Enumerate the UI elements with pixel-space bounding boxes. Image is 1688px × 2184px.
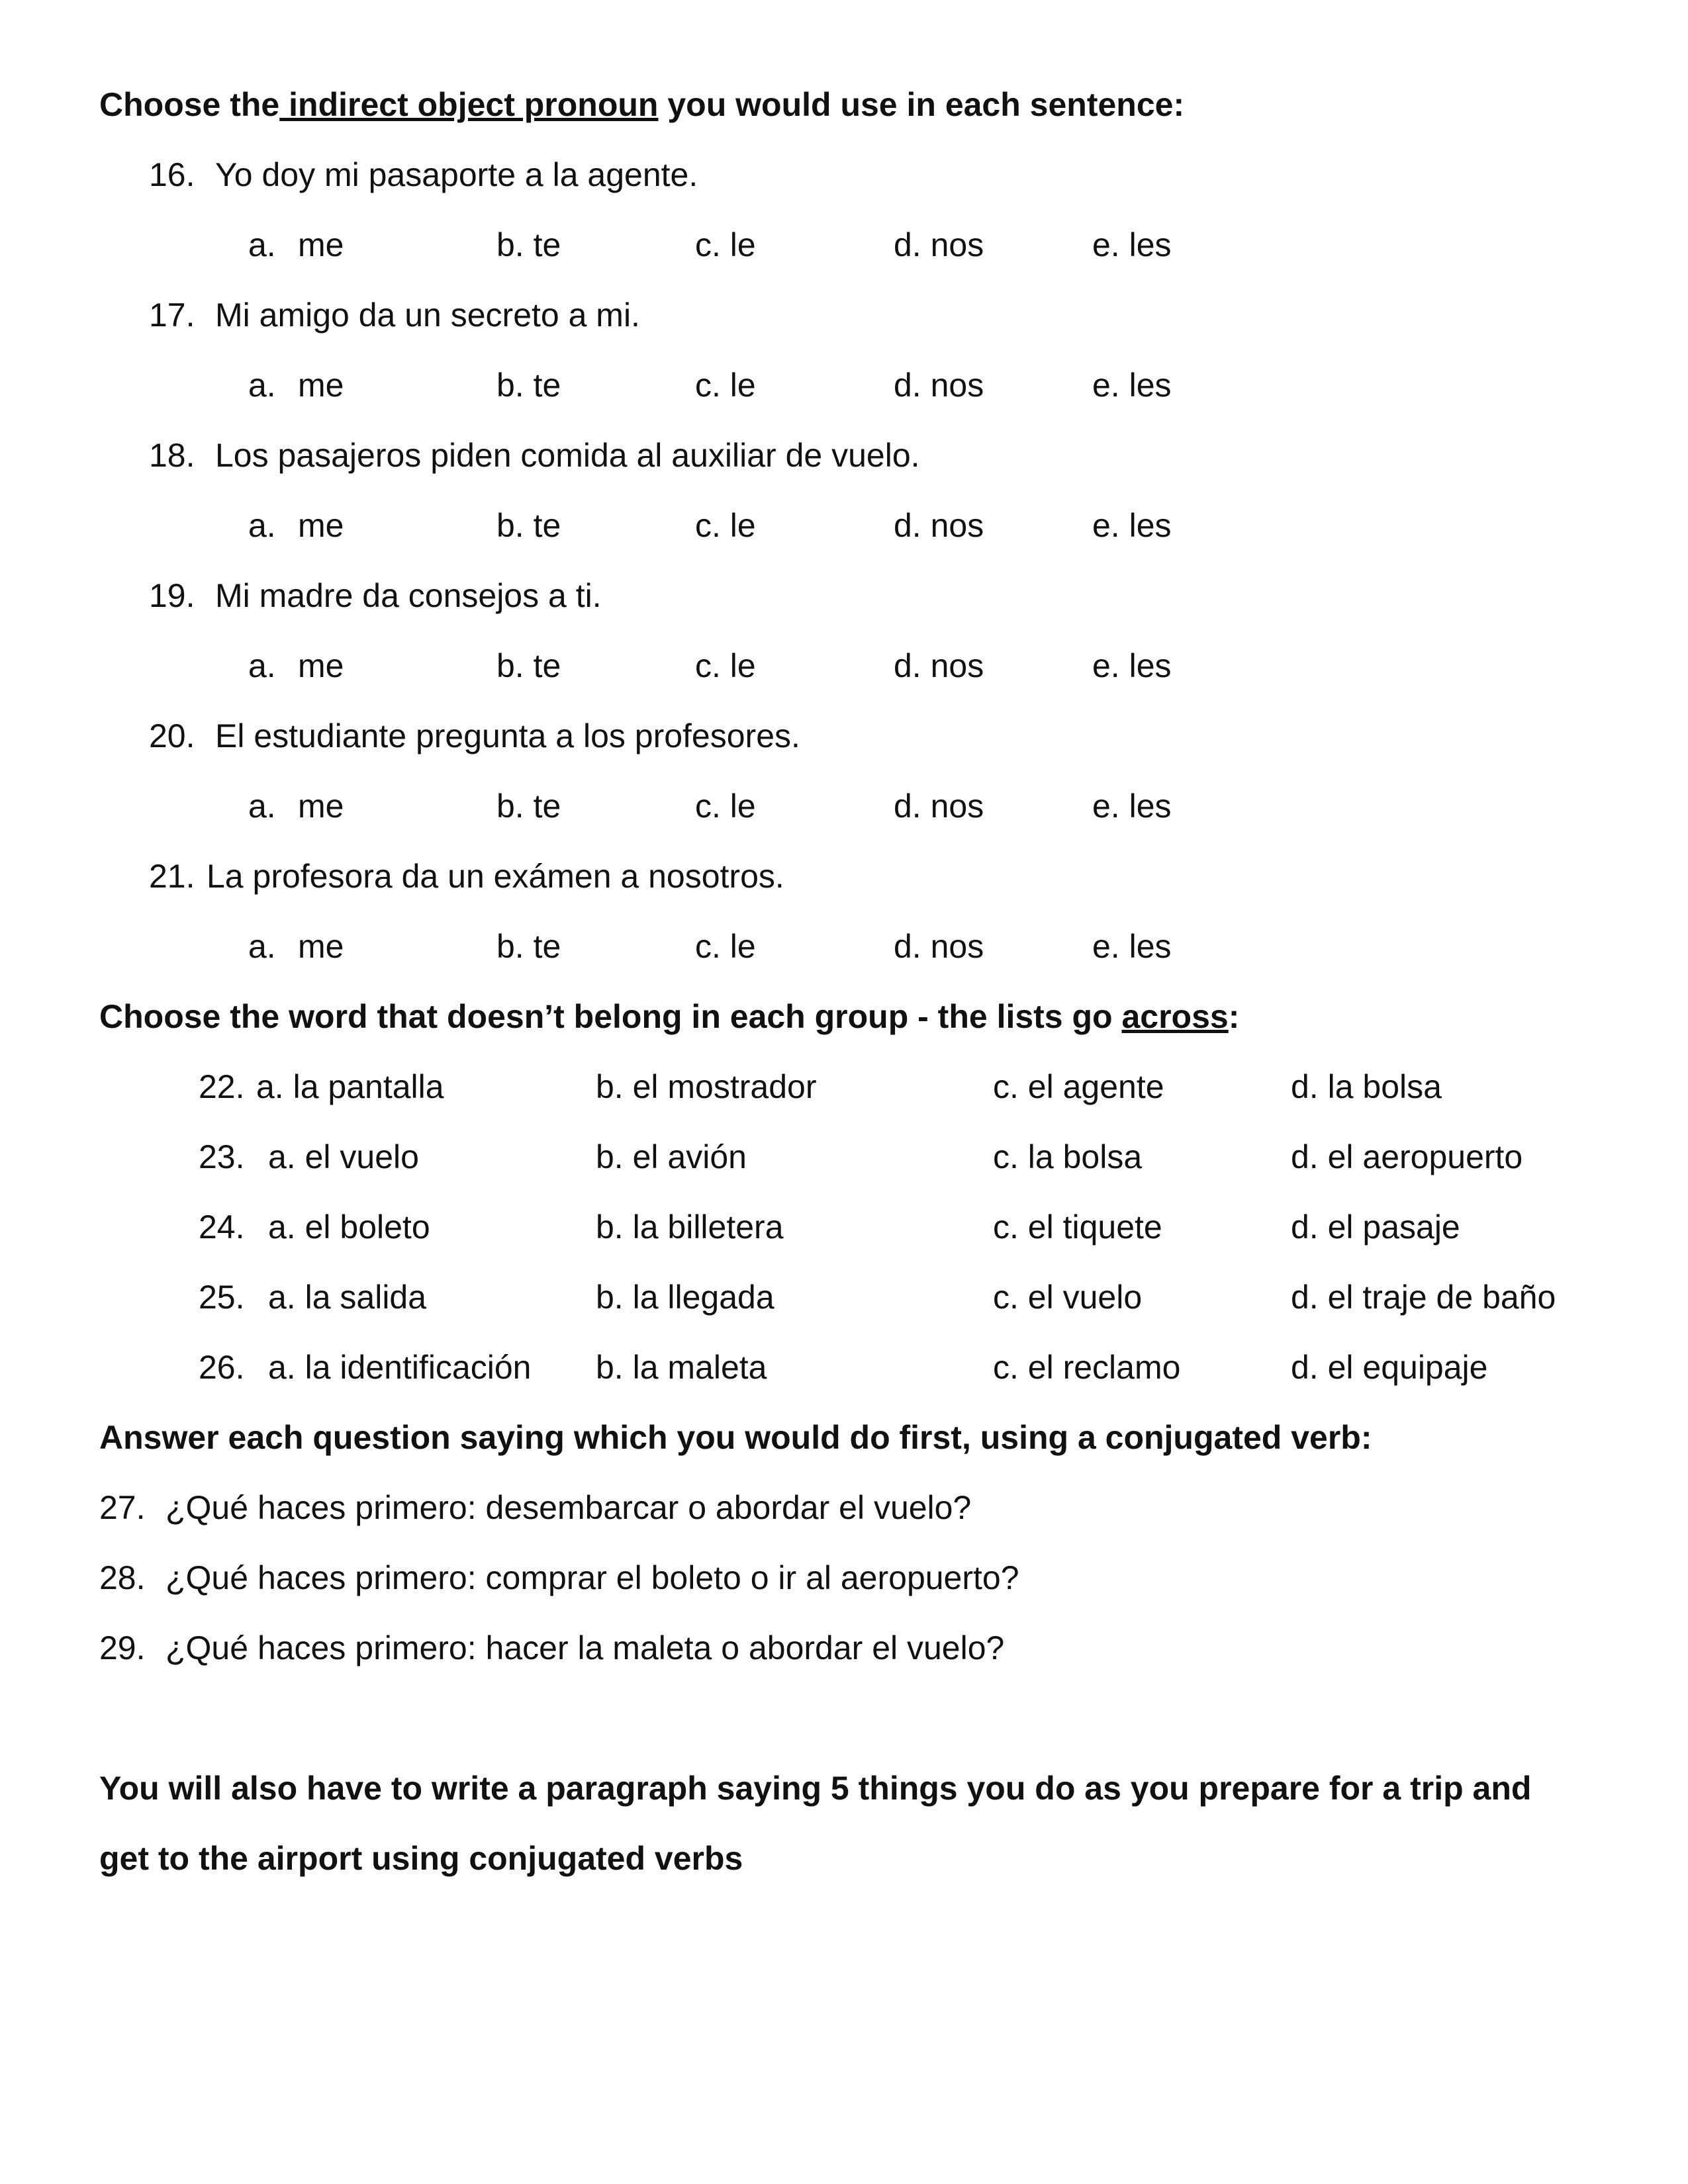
section-3-heading: Answer each question saying which you would do first, using a conjugated verb: xyxy=(99,1419,1372,1456)
group-option-c[interactable]: c. el reclamo xyxy=(993,1349,1181,1386)
option-a[interactable]: me xyxy=(298,647,344,684)
option-a-letter[interactable]: a. xyxy=(248,226,276,263)
group-option-d[interactable]: d. el aeropuerto xyxy=(1291,1138,1523,1175)
question-text: ¿Qué haces primero: desembarcar o abordar el vuelo? xyxy=(165,1489,972,1526)
option-a-letter[interactable]: a. xyxy=(248,367,276,404)
group-option-b[interactable]: b. la llegada xyxy=(596,1279,774,1316)
option-b[interactable]: b. te xyxy=(496,788,561,825)
option-e[interactable]: e. les xyxy=(1092,928,1172,965)
question-text: ¿Qué haces primero: hacer la maleta o abordar el vuelo? xyxy=(165,1629,1005,1666)
option-a-letter[interactable]: a. xyxy=(248,647,276,684)
group-option-a[interactable]: a. la salida xyxy=(268,1279,427,1316)
question-text: Yo doy mi pasaporte a la agente. xyxy=(215,156,698,193)
question-number: 18. xyxy=(149,437,195,474)
option-a-letter[interactable]: a. xyxy=(248,788,276,825)
option-d[interactable]: d. nos xyxy=(894,367,984,404)
question-number: 20. xyxy=(149,717,195,754)
option-c[interactable]: c. le xyxy=(695,647,756,684)
group-option-a[interactable]: a. la pantalla xyxy=(256,1068,444,1105)
option-d[interactable]: d. nos xyxy=(894,928,984,965)
option-e[interactable]: e. les xyxy=(1092,647,1172,684)
question-27 xyxy=(99,1481,1589,1551)
section-1-heading-post: you would use in each sentence: xyxy=(658,86,1185,123)
group-22 xyxy=(99,1060,1589,1130)
option-c[interactable]: c. le xyxy=(695,507,756,544)
group-option-c[interactable]: c. el tiquete xyxy=(993,1208,1162,1246)
option-c[interactable]: c. le xyxy=(695,367,756,404)
question-21-options xyxy=(99,920,1589,990)
question-text: ¿Qué haces primero: comprar el boleto o ir al aeropuerto? xyxy=(165,1559,1019,1596)
option-d[interactable]: d. nos xyxy=(894,788,984,825)
group-number: 22. xyxy=(199,1068,245,1105)
option-b[interactable]: b. te xyxy=(496,928,561,965)
group-option-b[interactable]: b. la maleta xyxy=(596,1349,767,1386)
section-2-heading-underlined: across xyxy=(1121,998,1229,1035)
option-b[interactable]: b. te xyxy=(496,507,561,544)
group-option-b[interactable]: b. el mostrador xyxy=(596,1068,817,1105)
group-option-a[interactable]: a. el boleto xyxy=(268,1208,430,1246)
group-option-d[interactable]: d. la bolsa xyxy=(1291,1068,1442,1105)
question-number: 16. xyxy=(149,156,195,193)
option-d[interactable]: d. nos xyxy=(894,226,984,263)
option-c[interactable]: c. le xyxy=(695,788,756,825)
question-18 xyxy=(99,429,1589,499)
option-b[interactable]: b. te xyxy=(496,226,561,263)
group-number: 25. xyxy=(199,1279,245,1316)
worksheet-page xyxy=(99,78,1589,1902)
group-option-b[interactable]: b. el avión xyxy=(596,1138,747,1175)
question-number: 27. xyxy=(99,1489,146,1526)
group-number: 26. xyxy=(199,1349,245,1386)
section-1-heading-underlined: indirect object pronoun xyxy=(279,86,659,123)
group-option-c[interactable]: c. la bolsa xyxy=(993,1138,1143,1175)
section-2-heading xyxy=(99,990,1589,1060)
option-a[interactable]: me xyxy=(298,226,344,263)
question-17 xyxy=(99,289,1589,359)
option-b[interactable]: b. te xyxy=(496,647,561,684)
group-option-a[interactable]: a. la identificación xyxy=(268,1349,532,1386)
group-23 xyxy=(99,1130,1589,1201)
option-c[interactable]: c. le xyxy=(695,226,756,263)
question-text: La profesora da un exámen a nosotros. xyxy=(207,858,784,895)
group-number: 24. xyxy=(199,1208,245,1246)
question-number: 29. xyxy=(99,1629,146,1666)
group-option-c[interactable]: c. el agente xyxy=(993,1068,1164,1105)
group-option-b[interactable]: b. la billetera xyxy=(596,1208,784,1246)
option-e[interactable]: e. les xyxy=(1092,367,1172,404)
group-option-d[interactable]: d. el pasaje xyxy=(1291,1208,1460,1246)
group-24 xyxy=(99,1201,1589,1271)
option-a[interactable]: me xyxy=(298,507,344,544)
question-number: 21. xyxy=(149,858,195,895)
group-number: 23. xyxy=(199,1138,245,1175)
question-19 xyxy=(99,569,1589,639)
option-a[interactable]: me xyxy=(298,928,344,965)
group-25 xyxy=(99,1271,1589,1341)
paragraph-instruction-line-2: get to the airport using conjugated verbs xyxy=(99,1840,743,1877)
question-28 xyxy=(99,1551,1589,1621)
option-a-letter[interactable]: a. xyxy=(248,507,276,544)
section-2-heading-pre: Choose the word that doesn’t belong in each group - the lists go xyxy=(99,998,1122,1035)
question-29 xyxy=(99,1621,1589,1692)
paragraph-instruction-line-1: You will also have to write a paragraph saying 5 things you do as you prepare for a trip and xyxy=(99,1770,1532,1807)
question-21 xyxy=(99,850,1589,920)
option-c[interactable]: c. le xyxy=(695,928,756,965)
question-20 xyxy=(99,709,1589,780)
question-text: Mi madre da consejos a ti. xyxy=(215,577,602,614)
question-text: Los pasajeros piden comida al auxiliar de vuelo. xyxy=(215,437,920,474)
question-17-options xyxy=(99,359,1589,429)
question-number: 19. xyxy=(149,577,195,614)
question-16-options xyxy=(99,218,1589,289)
group-option-d[interactable]: d. el equipaje xyxy=(1291,1349,1488,1386)
option-d[interactable]: d. nos xyxy=(894,507,984,544)
section-1-heading xyxy=(99,78,1589,148)
group-26 xyxy=(99,1341,1589,1411)
question-text: Mi amigo da un secreto a mi. xyxy=(215,296,640,334)
option-e[interactable]: e. les xyxy=(1092,226,1172,263)
option-b[interactable]: b. te xyxy=(496,367,561,404)
section-2-heading-post: : xyxy=(1228,998,1240,1035)
question-19-options xyxy=(99,639,1589,709)
question-20-options xyxy=(99,780,1589,850)
option-d[interactable]: d. nos xyxy=(894,647,984,684)
group-option-a[interactable]: a. el vuelo xyxy=(268,1138,419,1175)
question-number: 17. xyxy=(149,296,195,334)
question-18-options xyxy=(99,499,1589,569)
question-text: El estudiante pregunta a los profesores. xyxy=(215,717,800,754)
option-a[interactable]: me xyxy=(298,367,344,404)
group-option-c[interactable]: c. el vuelo xyxy=(993,1279,1143,1316)
option-a-letter[interactable]: a. xyxy=(248,928,276,965)
question-number: 28. xyxy=(99,1559,146,1596)
section-1-heading-pre: Choose the xyxy=(99,86,280,123)
blank-line xyxy=(99,1692,1589,1762)
group-option-d[interactable]: d. el traje de baño xyxy=(1291,1279,1556,1316)
option-e[interactable]: e. les xyxy=(1092,507,1172,544)
question-16 xyxy=(99,148,1589,218)
option-e[interactable]: e. les xyxy=(1092,788,1172,825)
option-a[interactable]: me xyxy=(298,788,344,825)
